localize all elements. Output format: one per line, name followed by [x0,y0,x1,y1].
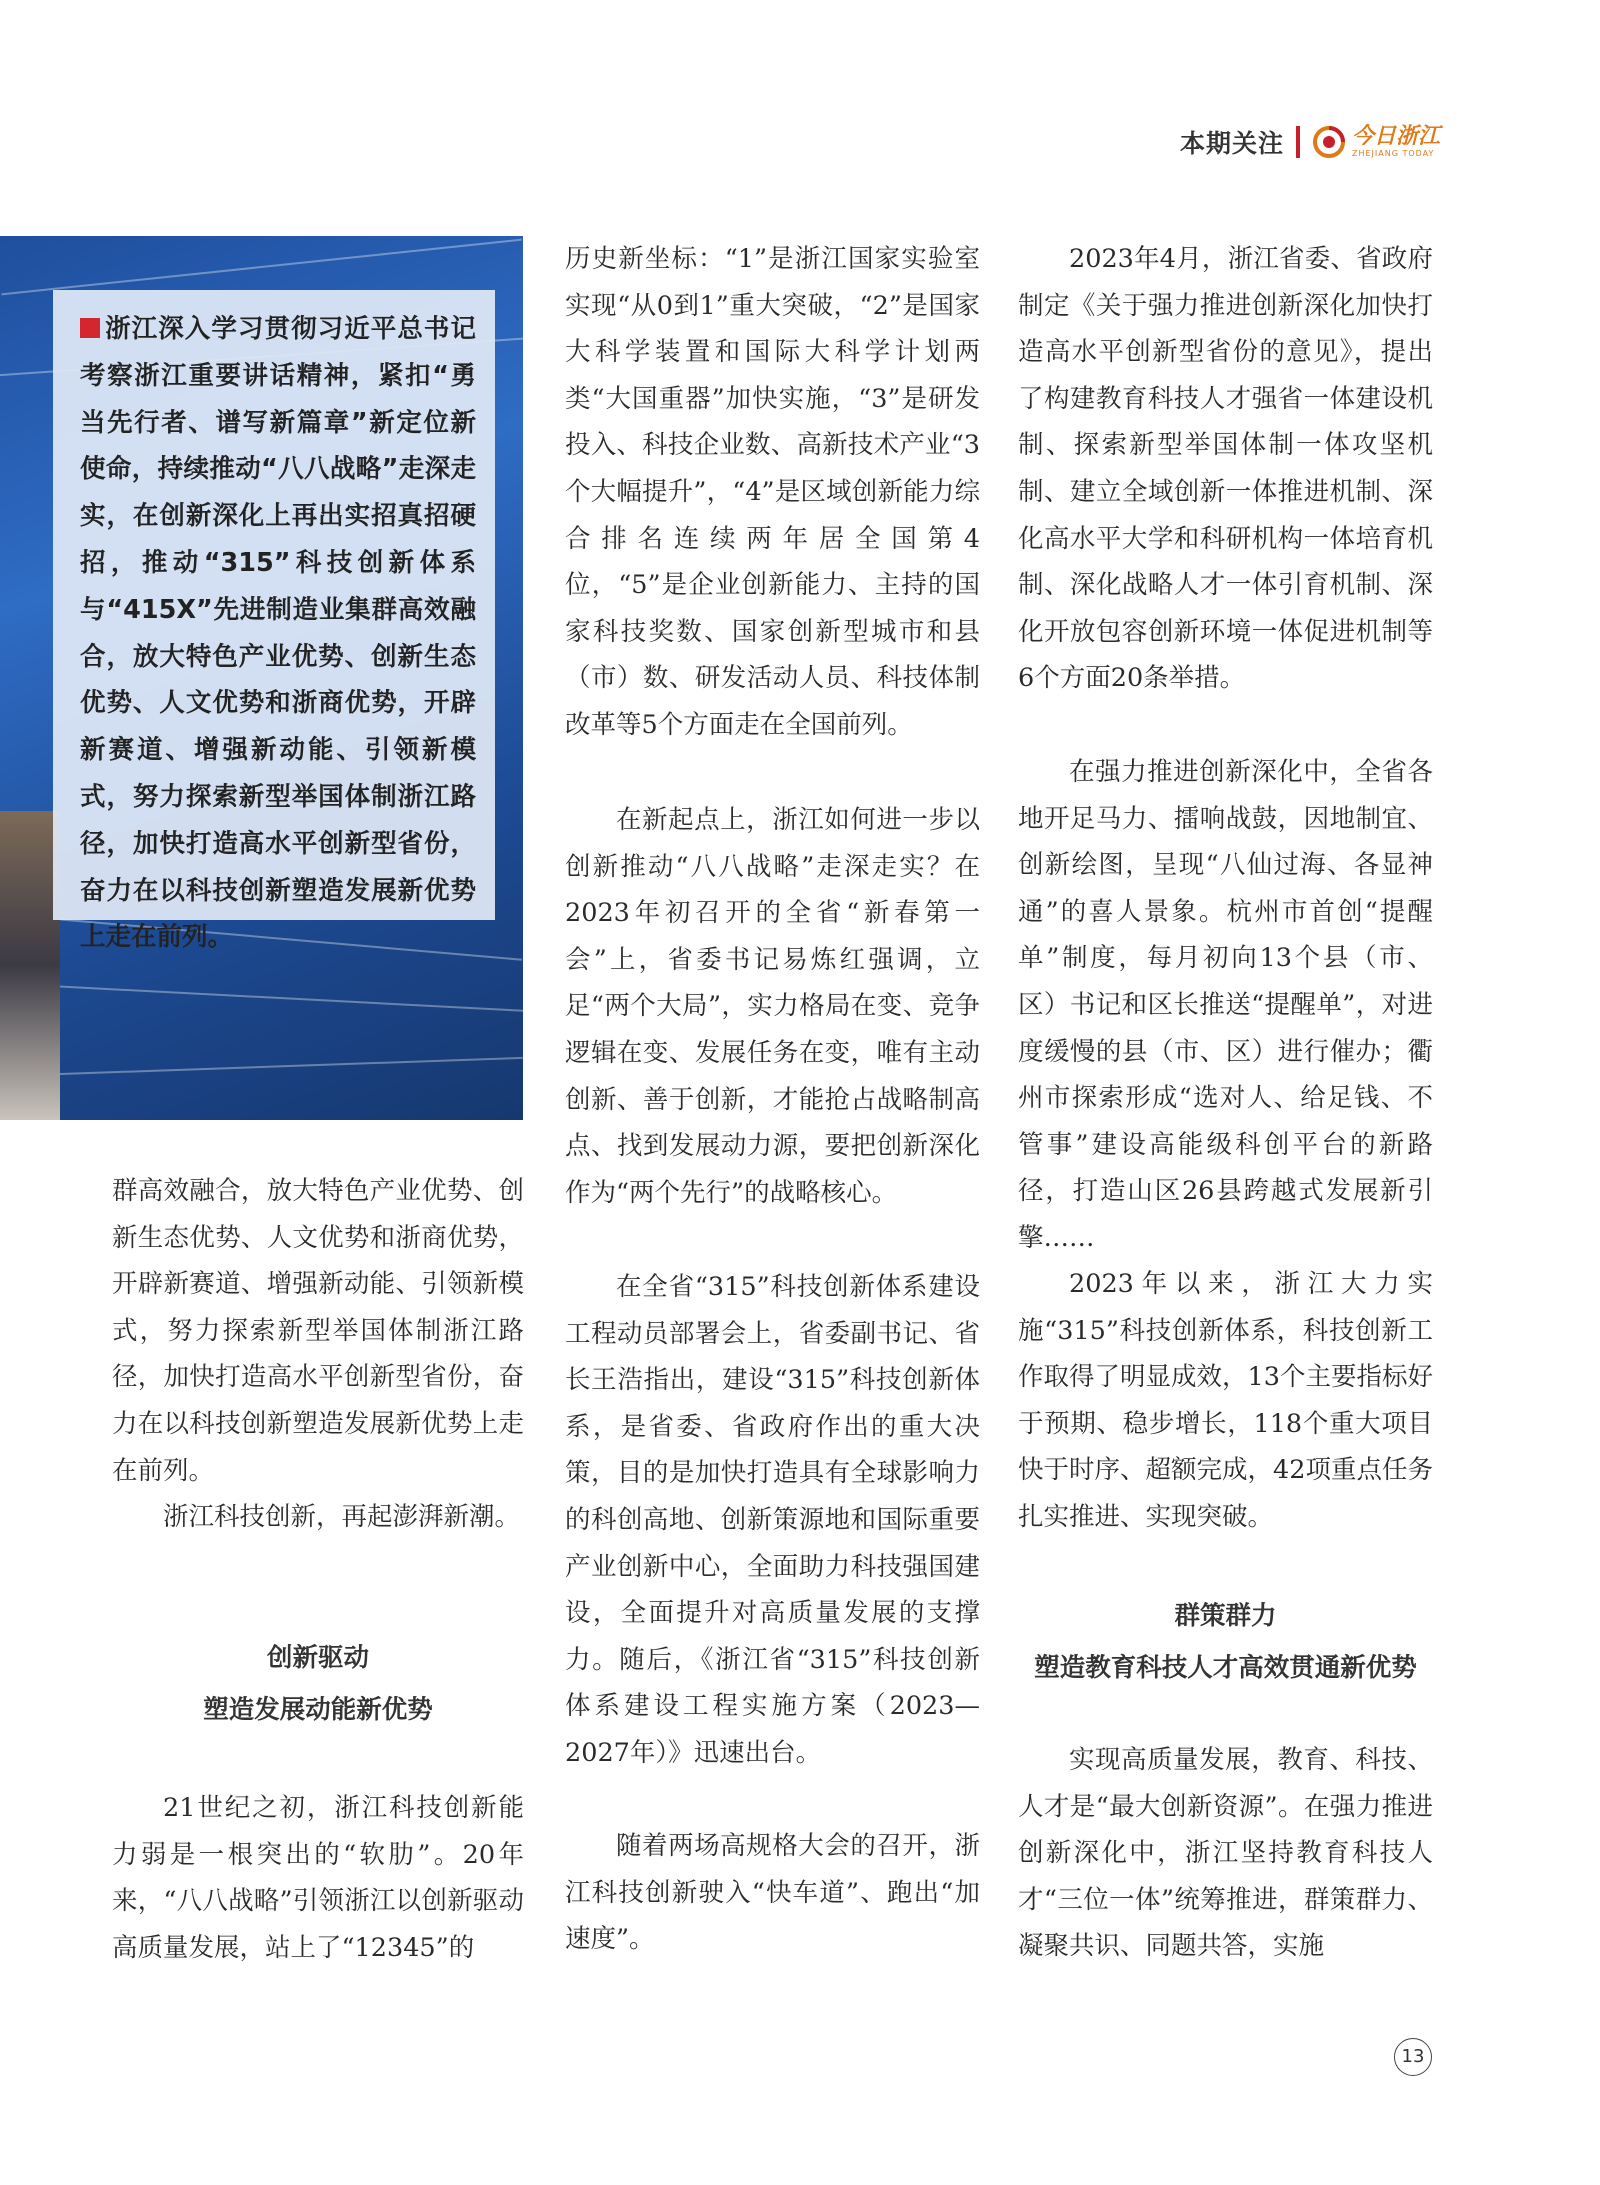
col2-paragraph-2: 在新起点上，浙江如何进一步以创新推动“八八战略”走深走实？在2023年初召开的全省“新春第一会”上，省委书记易炼红强调，立足“两个大局”，实力格局在变、竞争逻辑在变、发展任务在变，唯有主动创新、善于创新，才能抢占战略制高点、找到发展动力源，要把创新深化作为“两个先行”的战略核心。 [565,805,980,1208]
logo-text-cn: 今日浙江 [1351,124,1440,149]
summary-text [80,306,476,961]
col3-paragraph-2: 在强力推进创新深化中，全省各地开足马力、擂响战鼓，因地制宜、创新绘图，呈现“八仙过海、各显神通”的喜人景象。杭州市首创“提醒单”制度，每月初向13个县（市、区）书记和区长推送“提醒单”，对进度缓慢的县（市、区）进行催办；衢州市探索形成“选对人、给足钱、不管事”建设高能级科创平台的新路径，打造山区26县跨越式发展新引擎…… [1018,757,1433,1253]
col3-heading-2: 塑造教育科技人才高效贯通新优势 [1034,1653,1417,1683]
logo-swirl-icon [1312,125,1346,159]
col1-heading-2: 塑造发展动能新优势 [203,1695,433,1725]
col2-paragraph-3: 在全省“315”科技创新体系建设工程动员部署会上，省委副书记、省长王浩指出，建设“315”科技创新体系，是省委、省政府作出的重大决策，目的是加快打造具有全球影响力的科创高地、创新策源地和国际重要产业创新中心，全面助力科技强国建设，全面提升对高质量发展的支撑力。随后，《浙江省“315”科技创新体系建设工程实施方案（2023—2027年）》迅速出台。 [565,1272,980,1768]
col3-paragraph-1: 2023年4月，浙江省委、省政府制定《关于强力推进创新深化加快打造高水平创新型省份的意见》，提出了构建教育科技人才强省一体建设机制、探索新型举国体制一体攻坚机制、建立全域创新一体推进机制、深化高水平大学和科研机构一体培育机制、深化战略人才一体引育机制、深化开放包容创新环境一体促进机制等6个方面20条举措。 [1018,244,1433,694]
logo-text-en: ZHEJIANG TODAY [1351,149,1435,158]
col2-paragraph-4: 随着两场高规格大会的召开，浙江科技创新驶入“快车道”、跑出“加速度”。 [565,1831,980,1955]
col1-paragraph-3: 21世纪之初，浙江科技创新能力弱是一根突出的“软肋”。20年来，“八八战略”引领浙江以创新驱动高质量发展，站上了“12345”的 [112,1793,524,1963]
col3-paragraph-3: 2023年以来，浙江大力实施“315”科技创新体系，科技创新工作取得了明显成效，13个主要指标好于预期、稳步增长，118个重大项目快于时序、超额完成，42项重点任务扎实推进、实现突破。 [1018,1269,1433,1532]
section-label: 本期关注 [1179,129,1284,158]
summary-content: 浙江深入学习贯彻习近平总书记考察浙江重要讲话精神，紧扣“勇当先行者、谱写新篇章”新定位新使命，持续推动“八八战略”走深走实，在创新深化上再出实招真招硬招，推动“315”科技创新体系与“415X”先进制造业集群高效融合，放大特色产业优势、创新生态优势、人文优势和浙商优势，开辟新赛道、增强新动能、引领新模式，努力探索新型举国体制浙江路径，加快打造高水平创新型省份，奋力在以科技创新塑造发展新优势上走在前列。 [80,314,476,953]
col3-paragraph-4: 实现高质量发展，教育、科技、人才是“最大创新资源”。在强力推进创新深化中，浙江坚持教育科技人才“三位一体”统筹推进，群策群力、凝聚共识、同题共答，实施 [1018,1745,1433,1962]
col1-paragraph-1: 群高效融合，放大特色产业优势、创新生态优势、人文优势和浙商优势，开辟新赛道、增强新动能、引领新模式，努力探索新型举国体制浙江路径，加快打造高水平创新型省份，奋力在以科技创新塑造发展新优势上走在前列。 [112,1176,524,1486]
magazine-logo [1312,125,1440,159]
red-square-icon [80,318,100,338]
col1-heading-1: 创新驱动 [266,1643,369,1673]
col2-paragraph-1: 历史新坐标：“1”是浙江国家实验室实现“从0到1”重大突破，“2”是国家大科学装置和国际大科学计划两类“大国重器”加快实施，“3”是研发投入、科技企业数、高新技术产业“3个大幅提升”，“4”是区域创新能力综合排名连续两年居全国第4位，“5”是企业创新能力、主持的国家科技奖数、国家创新型城市和县（市）数、研发活动人员、科技体制改革等5个方面走在全国前列。 [565,244,980,740]
page-number: 13 [1394,2038,1432,2076]
col1-paragraph-2: 浙江科技创新，再起澎湃新潮。 [163,1502,521,1532]
page-header [1180,118,1440,166]
col3-heading-1: 群策群力 [1174,1601,1277,1631]
header-divider [1296,126,1300,158]
